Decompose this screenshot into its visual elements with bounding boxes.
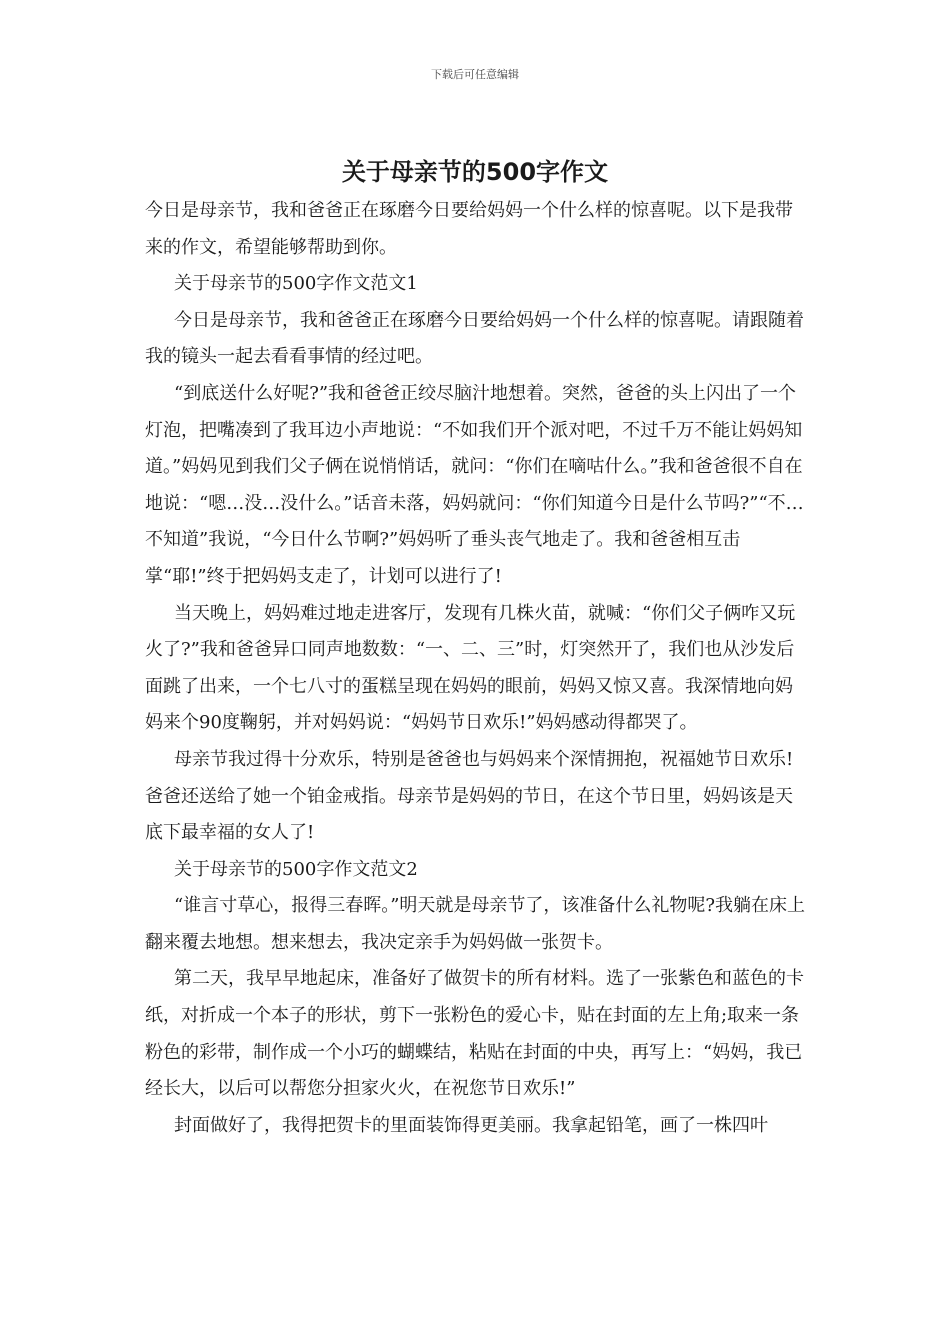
section-heading: 关于母亲节的500字作文范文1 bbox=[174, 273, 418, 295]
paragraph: 封面做好了，我得把贺卡的里面装饰得更美丽。我拿起铅笔，画了一株四叶 bbox=[174, 1114, 768, 1136]
header-note: 下载后可任意编辑 bbox=[431, 68, 519, 81]
paragraph: 第二天，我早早地起床，准备好了做贺卡的所有材料。选了一张紫色和蓝色的卡纸，对折成一个本子的形状，剪下一张粉色的爱心卡，贴在封面的左上角;取来一条粉色的彩带，制作成一个小巧的蝴蝶结，粘贴在封面的中央，再写上：“妈妈，我已经长大，以后可以帮您分担家火火，在祝您节日欢乐!” bbox=[145, 968, 804, 1100]
paragraph: 当天晚上，妈妈难过地走进客厅，发现有几株火苗，就喊：“你们父子俩咋又玩火了?”我和爸爸异口同声地数数：“一、二、三”时，灯突然开了，我们也从沙发后面跳了出来，一个七八寸的蛋糕呈现在妈妈的眼前，妈妈又惊又喜。我深情地向妈妈来个90度鞠躬，并对妈妈说：“妈妈节日欢乐!”妈妈感动得都哭了。 bbox=[145, 602, 796, 734]
paragraph: 今日是母亲节，我和爸爸正在琢磨今日要给妈妈一个什么样的惊喜呢。以下是我带来的作文，希望能够帮助到你。 bbox=[145, 200, 793, 258]
document-title: 关于母亲节的500字作文 bbox=[341, 158, 609, 186]
section-heading: 关于母亲节的500字作文范文2 bbox=[174, 858, 418, 880]
paragraph: “到底送什么好呢?”我和爸爸正绞尽脑汁地想着。突然，爸爸的头上闪出了一个灯泡，把嘴凑到了我耳边小声地说：“不如我们开个派对吧，不过千万不能让妈妈知道。”妈妈见到我们父子俩在说悄悄话，就问：“你们在嘀咕什么。”我和爸爸很不自在地说：“嗯…没…没什么。”话音未落，妈妈就问：“你们知道今日是什么节吗?”“不…不知道”我说，“今日什么节啊?”妈妈听了垂头丧气地走了。我和爸爸相互击掌“耶!”终于把妈妈支走了，计划可以进行了! bbox=[145, 382, 804, 587]
paragraph: 母亲节我过得十分欢乐，特别是爸爸也与妈妈来个深情拥抱，祝福她节日欢乐!爸爸还送给了她一个铂金戒指。母亲节是妈妈的节日，在这个节日里，妈妈该是天底下最幸福的女人了! bbox=[145, 748, 794, 844]
paragraph: 今日是母亲节，我和爸爸正在琢磨今日要给妈妈一个什么样的惊喜呢。请跟随着我的镜头一起去看看事情的经过吧。 bbox=[145, 309, 804, 368]
document-body bbox=[145, 193, 809, 1144]
paragraph: “谁言寸草心，报得三春晖。”明天就是母亲节了，该准备什么礼物呢?我躺在床上翻来覆去地想。想来想去，我决定亲手为妈妈做一张贺卡。 bbox=[145, 895, 806, 953]
